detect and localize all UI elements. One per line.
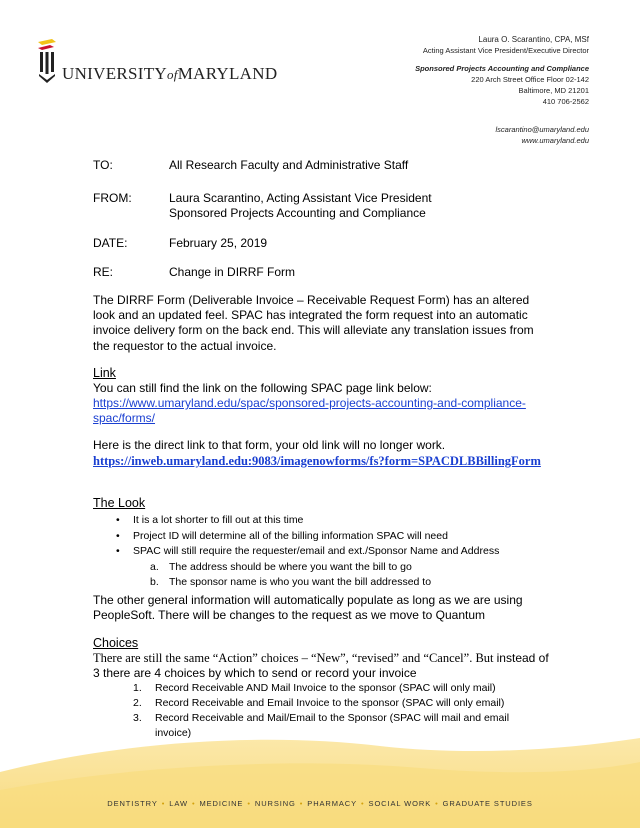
sender-phone: 410 706-2562 xyxy=(542,97,589,106)
from-line2: Sponsored Projects Accounting and Compliance xyxy=(169,206,426,220)
spac-forms-link-wrap xyxy=(93,396,553,426)
footer-schools: DENTISTRY • LAW • MEDICINE • NURSING • PHARMACY • SOCIAL WORK • GRADUATE STUDIES xyxy=(107,799,533,808)
look-bullet-list xyxy=(93,513,533,591)
sender-website[interactable]: www.umaryland.edu xyxy=(521,136,589,145)
sender-name: Laura O. Scarantino, CPA, MSf xyxy=(478,35,589,44)
list-item: 1. Record Receivable AND Mail Invoice to the sponsor (SPAC will only mail) xyxy=(133,682,496,694)
footer-wave xyxy=(0,732,640,828)
direct-form-link-wrap xyxy=(93,453,545,470)
date-value: February 25, 2019 xyxy=(169,236,268,250)
university-shield-icon xyxy=(36,38,58,88)
footer-item: LAW xyxy=(169,799,188,808)
re-label: RE: xyxy=(93,265,114,279)
sender-block xyxy=(415,34,589,146)
choices-intro xyxy=(93,651,553,681)
sub-list-item: b. The sponsor name is who you want the bill addressed to xyxy=(150,576,432,588)
university-logo xyxy=(36,38,277,88)
spac-forms-link[interactable]: https://www.umaryland.edu/spac/sponsored-projects-accounting-and-compliance-spac/forms/ xyxy=(93,396,526,426)
sender-email[interactable]: lscarantino@umaryland.edu xyxy=(495,125,589,134)
choices-intro-sans: instead of 3 there are 4 choices by which to send or record your invoice xyxy=(93,651,549,680)
footer-item: GRADUATE STUDIES xyxy=(442,799,533,808)
footer-item: PHARMACY xyxy=(307,799,358,808)
choices-heading: Choices xyxy=(93,636,139,650)
direct-link-text: Here is the direct link to that form, your old link will no longer work. xyxy=(93,438,446,452)
link-heading: Link xyxy=(93,366,116,380)
list-item xyxy=(93,544,533,591)
list-item: 2. Record Receivable and Email Invoice to the sponsor (SPAC will only email) xyxy=(133,697,505,709)
sender-title: Acting Assistant Vice President/Executive Director xyxy=(422,46,589,55)
general-info-paragraph: The other general information will automatically populate as long as we are using PeopleSoft. There will be changes to the request as we move to Quantum xyxy=(93,593,523,623)
sub-list-item: a. The address should be where you want the bill to go xyxy=(150,560,412,573)
date-label: DATE: xyxy=(93,236,128,250)
list-item: 3. Record Receivable and Mail/Email to the Sponsor (SPAC will mail and email invoice) xyxy=(133,712,510,739)
footer-item: DENTISTRY xyxy=(107,799,158,808)
to-label: TO: xyxy=(93,158,113,172)
footer-item: SOCIAL WORK xyxy=(368,799,432,808)
choices-intro-serif: There are still the same “Action” choices – “New”, “revised” and “Cancel”. But xyxy=(93,651,497,665)
footer-item: NURSING xyxy=(254,799,296,808)
footer-item: MEDICINE xyxy=(199,799,244,808)
to-value: All Research Faculty and Administrative Staff xyxy=(169,158,409,172)
re-value: Change in DIRRF Form xyxy=(169,265,296,279)
list-item: • Project ID will determine all of the billing information SPAC will need xyxy=(93,529,533,545)
sender-address1: 220 Arch Street Office Floor 02-142 xyxy=(471,75,589,84)
intro-paragraph: The DIRRF Form (Deliverable Invoice – Receivable Request Form) has an altered look and an updated feel. SPAC has integrated the form request into an automatic invoice delivery form on the back end. This will alleviate any translation issues from the requestor to the actual invoice. xyxy=(93,293,534,353)
sender-address2: Baltimore, MD 21201 xyxy=(518,86,589,95)
link-text: You can still find the link on the following SPAC page link below: xyxy=(93,381,432,395)
list-item: • It is a lot shorter to fill out at this time xyxy=(93,513,533,529)
from-label: FROM: xyxy=(93,191,132,205)
look-sub-list xyxy=(133,560,533,591)
university-wordmark: UNIVERSITYofMARYLAND xyxy=(62,64,278,83)
list-item-text: SPAC will still require the requester/email and ext./Sponsor Name and Address xyxy=(133,545,500,557)
from-line1: Laura Scarantino, Acting Assistant Vice President xyxy=(169,191,432,205)
sender-dept: Sponsored Projects Accounting and Compliance xyxy=(415,64,589,73)
direct-form-link[interactable]: https://inweb.umaryland.edu:9083/imagenowforms/fs?form=SPACDLBBillingForm xyxy=(93,454,541,468)
look-heading: The Look xyxy=(93,496,146,510)
